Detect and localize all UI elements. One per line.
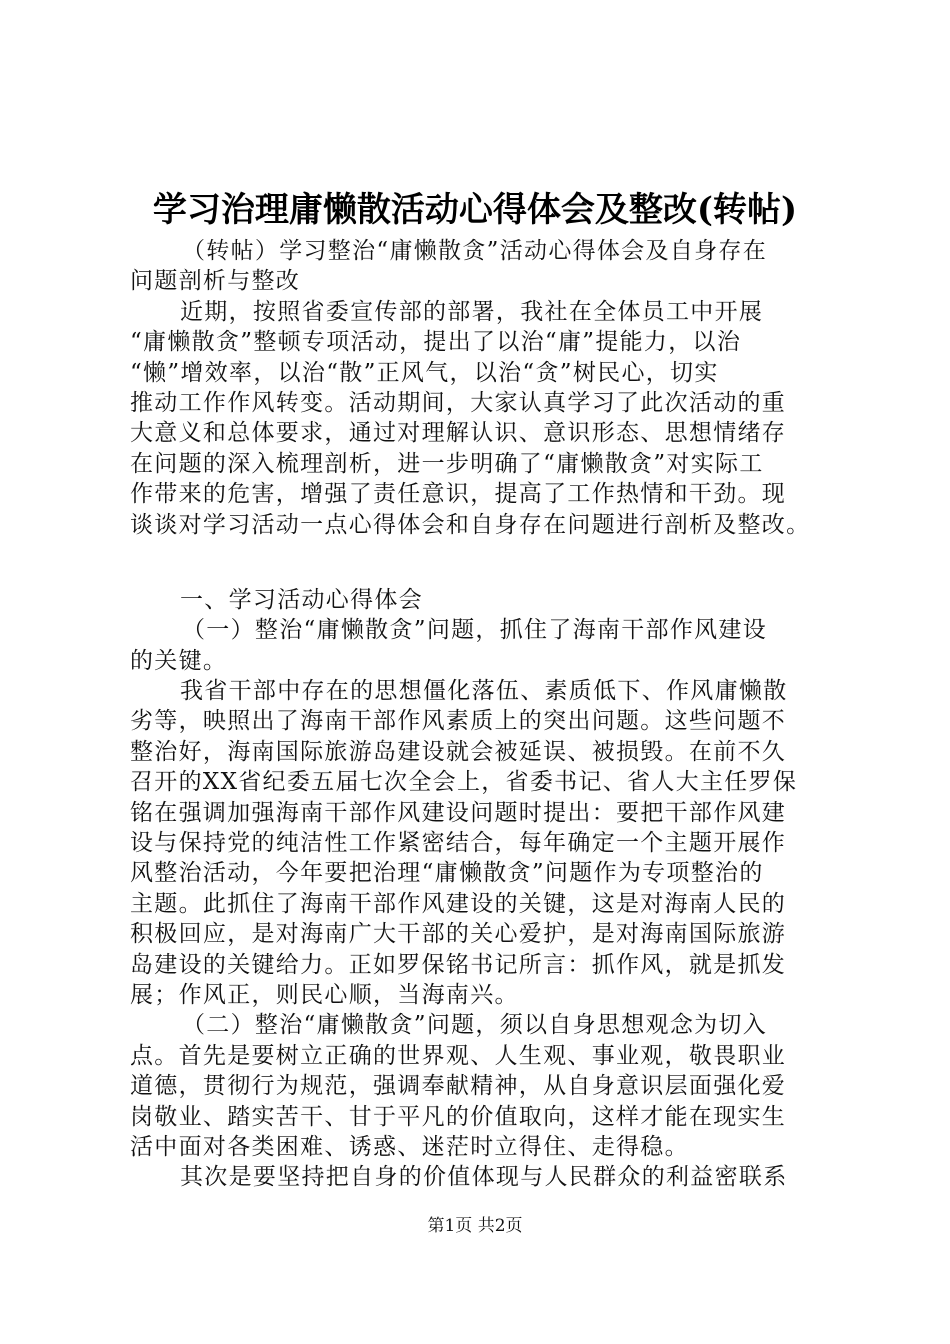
intro-line: 在问题的深入梳理剖析，进一步明确了“庸懒散贪”对实际工 <box>130 450 764 477</box>
document-title: 学习治理庸懒散活动心得体会及整改(转帖) <box>152 190 798 230</box>
paragraph-line: 积极回应，是对海南广大干部的关心爱护，是对海南国际旅游 <box>130 921 787 948</box>
paragraph-line: 主题。此抓住了海南干部作风建设的关键，这是对海南人民的 <box>130 890 787 917</box>
page-footer: 第1页 共2页 <box>427 1216 523 1236</box>
paragraph-line: 我省干部中存在的思想僵化落伍、素质低下、作风庸懒散 <box>180 678 788 705</box>
paragraph-spacer <box>130 540 830 585</box>
subtitle-line: （转帖）学习整治“庸懒散贪”活动心得体会及自身存在 <box>182 238 768 264</box>
paragraph-line: 铭在强调加强海南干部作风建设问题时提出：要把干部作风建 <box>130 799 787 826</box>
subsection-heading-line: 的关键。 <box>130 647 228 674</box>
paragraph-line: 其次是要坚持把自身的价值体现与人民群众的利益密联系 <box>180 1164 788 1191</box>
intro-line: 谈谈对学习活动一点心得体会和自身存在问题进行剖析及整改。 <box>130 511 811 538</box>
paragraph-line: 风整治活动，今年要把治理“庸懒散贪”问题作为专项整治的 <box>130 860 764 887</box>
section-heading: 一、学习活动心得体会 <box>180 586 423 613</box>
paragraph-line: 整治好，海南国际旅游岛建设就会被延误、被损毁。在前不久 <box>130 738 787 765</box>
paragraph-line: 设与保持党的纯洁性工作紧密结合，每年确定一个主题开展作 <box>130 830 787 857</box>
subsection-line: 岗敬业、踏实苦干、甘于平凡的价值取向，这样才能在现实生 <box>130 1103 787 1130</box>
paragraph-line: 召开的XX省纪委五届七次全会上，省委书记、省人大主任罗保 <box>130 769 798 796</box>
intro-line: “懒”增效率，以治“散”正风气，以治“贪”树民心，切实 <box>130 359 719 386</box>
document-body <box>130 236 830 1193</box>
intro-line: 推动工作作风转变。活动期间，大家认真学习了此次活动的重 <box>130 389 787 416</box>
intro-line: “庸懒散贪”整顿专项活动，提出了以治“庸”提能力，以治 <box>130 329 742 356</box>
paragraph-line: 岛建设的关键给力。正如罗保铭书记所言：抓作风，就是抓发 <box>130 951 787 978</box>
subsection-line: 点。首先是要树立正确的世界观、人生观、事业观，敬畏职业 <box>130 1042 787 1069</box>
subsection-line: 道德，贯彻行为规范，强调奉献精神，从自身意识层面强化爱 <box>130 1073 787 1100</box>
subsection-line: （二）整治“庸懒散贪”问题，须以自身思想观念为切入 <box>182 1012 768 1039</box>
intro-line: 近期，按照省委宣传部的部署，我社在全体员工中开展 <box>180 298 764 325</box>
paragraph-line: 劣等，映照出了海南干部作风素质上的突出问题。这些问题不 <box>130 708 787 735</box>
intro-line: 作带来的危害，增强了责任意识，提高了工作热情和干劲。现 <box>130 481 787 508</box>
subtitle-line: 问题剖析与整改 <box>130 268 301 295</box>
intro-line: 大意义和总体要求，通过对理解认识、意识形态、思想情绪存 <box>130 420 787 447</box>
paragraph-line: 展；作风正，则民心顺，当海南兴。 <box>130 981 519 1008</box>
subsection-line: 活中面对各类困难、诱惑、迷茫时立得住、走得稳。 <box>130 1133 689 1160</box>
subsection-heading-line: （一）整治“庸懒散贪”问题，抓住了海南干部作风建设 <box>182 617 768 644</box>
